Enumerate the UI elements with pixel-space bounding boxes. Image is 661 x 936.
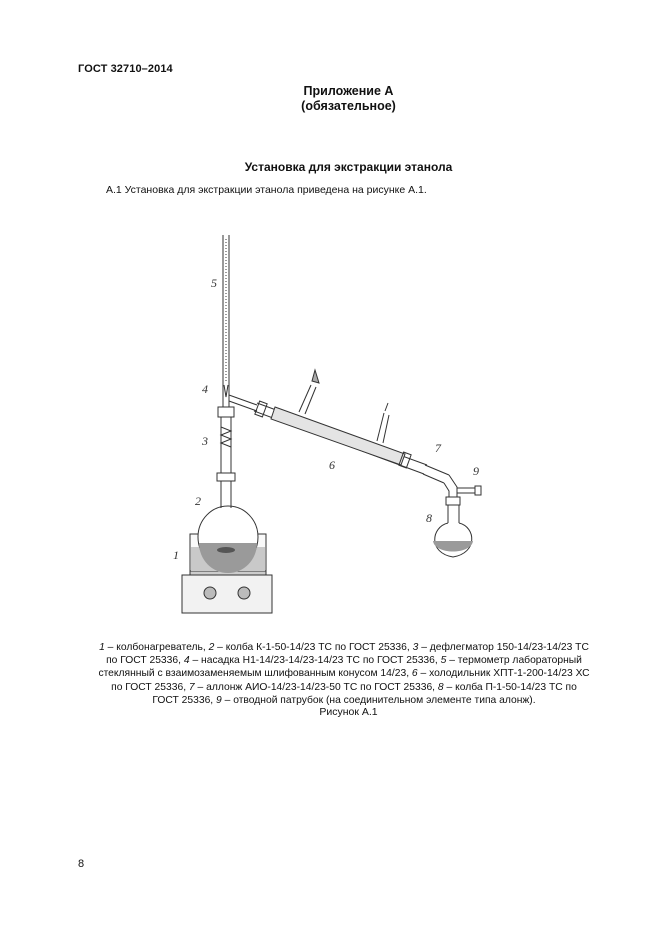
caption-text-7: – аллонж АИО-14/23-14/23-50 ТС по ГОСТ 25336, bbox=[194, 681, 438, 693]
annex-status: (обязательное) bbox=[301, 99, 396, 113]
caption-text-1: – колбонагреватель, bbox=[104, 642, 209, 653]
label-3: 3 bbox=[202, 434, 208, 448]
standard-header: ГОСТ 32710–2014 bbox=[78, 63, 173, 75]
annex-title: Приложение А bbox=[303, 84, 394, 98]
caption-num-3: 3 bbox=[412, 642, 419, 653]
figure-apparatus bbox=[165, 225, 495, 625]
thermometer bbox=[223, 235, 229, 397]
caption-num-1: 1 bbox=[99, 642, 105, 653]
caption-text-8b: ГОСТ 25336, bbox=[152, 694, 217, 706]
caption-num-8: 8 bbox=[437, 681, 444, 693]
caption-num-9: 9 bbox=[216, 694, 222, 706]
annex-heading bbox=[0, 84, 661, 114]
caption-text-5: – термометр лабораторный bbox=[446, 655, 582, 667]
caption-text-3b: по ГОСТ 25336, bbox=[106, 655, 184, 667]
caption-num-6: 6 bbox=[411, 668, 418, 680]
label-8: 8 bbox=[426, 511, 432, 525]
apparatus-drawing bbox=[165, 225, 495, 625]
page-number: 8 bbox=[78, 858, 85, 870]
caption-num-2: 2 bbox=[208, 642, 215, 653]
label-9: 9 bbox=[473, 464, 479, 478]
receiver-flask bbox=[433, 497, 473, 557]
label-4: 4 bbox=[202, 382, 208, 396]
label-6: 6 bbox=[329, 458, 335, 472]
caption-text-6b: по ГОСТ 25336, bbox=[111, 681, 189, 693]
caption-text-5b: стеклянный с взаимозаменяемым шлифованным конусом 14/23, bbox=[98, 668, 412, 680]
condenser bbox=[254, 370, 427, 474]
adapter bbox=[218, 385, 257, 417]
label-2: 2 bbox=[195, 494, 201, 508]
label-5: 5 bbox=[211, 276, 217, 290]
caption-num-7: 7 bbox=[188, 681, 195, 693]
figure-label: Рисунок А.1 bbox=[319, 706, 378, 718]
figure-caption bbox=[76, 641, 612, 707]
section-title: Установка для экстракции этанола bbox=[244, 160, 453, 174]
round-bottom-flask bbox=[198, 473, 258, 573]
caption-text-3: – дефлегматор 150-14/23-14/23 ТС bbox=[418, 642, 589, 653]
intro-paragraph: А.1 Установка для экстракции этанола приведена на рисунке А.1. bbox=[106, 184, 427, 196]
dephlegmator bbox=[221, 417, 231, 473]
caption-text-8: – колба П-1-50-14/23 ТС по bbox=[443, 681, 577, 693]
caption-text-2: – колба К-1-50-14/23 ТС по ГОСТ 25336, bbox=[214, 642, 413, 653]
caption-text-4: – насадка Н1-14/23-14/23-14/23 ТС по ГОСТ 25336, bbox=[189, 655, 441, 667]
caption-num-5: 5 bbox=[440, 655, 447, 667]
caption-text-6: – холодильник ХПТ-1-200-14/23 ХС bbox=[417, 668, 590, 680]
caption-num-4: 4 bbox=[183, 655, 190, 667]
label-7: 7 bbox=[435, 441, 441, 455]
caption-text-9: – отводной патрубок (на соединительном элементе типа алонж). bbox=[221, 694, 536, 706]
label-1: 1 bbox=[173, 548, 179, 562]
